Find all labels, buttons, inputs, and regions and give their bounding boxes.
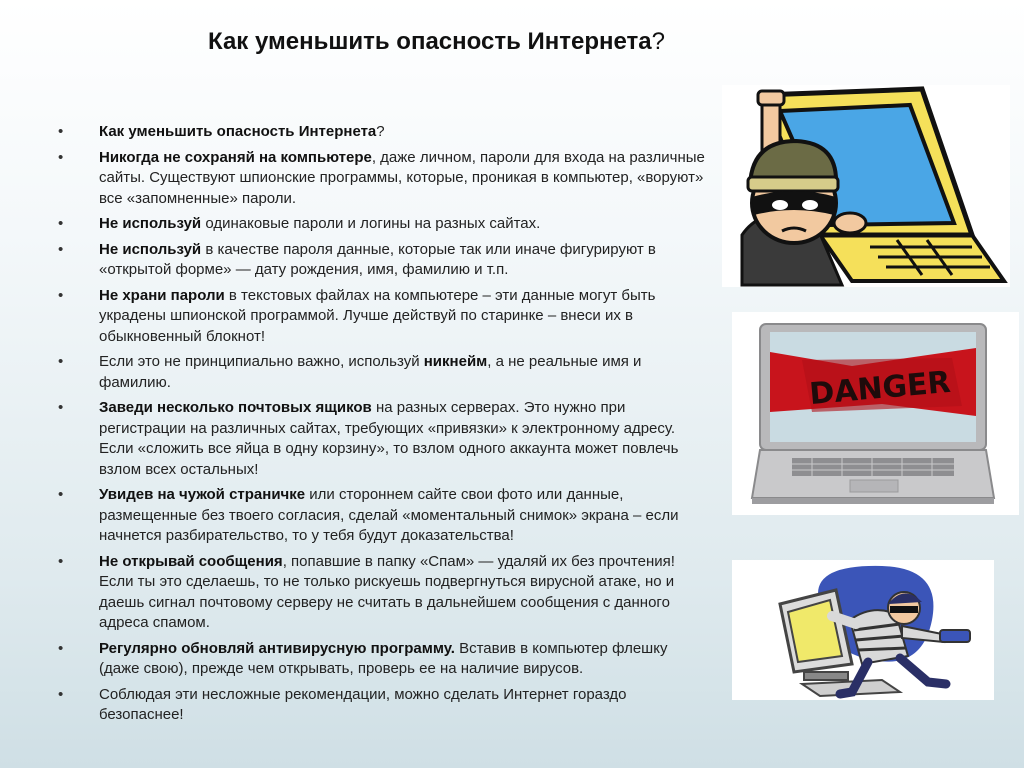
tip-text: одинаковые пароли и логины на разных сайтах. bbox=[201, 215, 541, 232]
list-item bbox=[58, 685, 706, 726]
tip-text: , попавшие в папку «Спам» — удаляй их без прочтения! Если ты это сделаешь, то не только рискуешь подвергнуться вирусной атаке, но и даешь сигнал почтовому серверу не считать в дальнейшем сообщения с данного адреса спамом. bbox=[99, 552, 675, 631]
tip-text: , даже личном, пароли для входа на различные сайты. Существуют шпионские программы, которые, проникая в компьютер, «воруют» все «запомненные» пароли. bbox=[99, 148, 705, 207]
page-title-question-mark: ? bbox=[651, 28, 665, 55]
tips-list bbox=[58, 122, 706, 731]
tip-bold: Не используй bbox=[99, 215, 202, 232]
list-item bbox=[58, 552, 706, 634]
tip-bold: Как уменьшить опасность Интернета bbox=[99, 123, 377, 140]
tip-text: , а не реальные имя и фамилию. bbox=[99, 353, 642, 391]
list-item bbox=[58, 398, 706, 480]
hacker-monitor-image bbox=[732, 560, 994, 700]
tip-text: или стороннем сайте свои фото или данные, размещенные без твоего согласия, сделай «моментальный снимок» экрана – если начнется разбирательство, то у тебя будут доказательства! bbox=[99, 486, 679, 544]
tip-bold: Не храни пароли bbox=[99, 286, 225, 304]
list-item bbox=[58, 214, 706, 235]
tip-bold: Регулярно обновляй антивирусную программу. bbox=[99, 639, 455, 657]
tip-bold: Увидев на чужой страничке bbox=[99, 486, 306, 503]
page-title-text: Как уменьшить опасность Интернета bbox=[208, 28, 652, 55]
tip-text: ? bbox=[376, 123, 385, 140]
tip-text: Вставив в компьютер флешку (даже свою), прежде чем открывать, проверь ее на наличие вирусов. bbox=[99, 639, 668, 677]
danger-laptop-image bbox=[732, 312, 1019, 515]
danger-tape-text: DANGER bbox=[808, 364, 953, 413]
tip-pre: Если это не принципиально важно, используй bbox=[99, 353, 424, 370]
list-item bbox=[58, 240, 706, 281]
tip-bold: Заведи несколько почтовых ящиков bbox=[99, 399, 372, 416]
list-item bbox=[58, 352, 706, 393]
list-item bbox=[58, 122, 706, 143]
list-item bbox=[58, 485, 706, 547]
tip-text: в текстовых файлах на компьютере – эти данные могут быть украдены шпионской программой. Лучше действуй по старинке – внеси их в обыкновенный блокнот! bbox=[99, 286, 656, 345]
list-item bbox=[58, 639, 706, 680]
tip-text: на разных серверах. Это нужно при регистрации на различных сайтах, требующих «привязки» к электронному адресу. Если «сложить все яйца в одну корзину», то взлом одного аккаунта может повлечь взлом всех остальных! bbox=[99, 399, 679, 478]
tip-text: в качестве пароля данные, которые так или иначе фигурируют в «открытой форме» — дату рождения, имя, фамилию и т.п. bbox=[99, 240, 656, 278]
tip-bold: Не используй bbox=[99, 240, 202, 258]
list-item bbox=[58, 286, 706, 348]
thief-laptop-image bbox=[722, 85, 1010, 287]
tip-bold: никнейм bbox=[423, 353, 488, 370]
tip-bold: Не открывай сообщения bbox=[99, 552, 283, 570]
page-title bbox=[208, 28, 665, 56]
tip-bold: Никогда не сохраняй на компьютере bbox=[99, 148, 372, 166]
list-item bbox=[58, 148, 706, 210]
tip-text: Соблюдая эти несложные рекомендации, можно сделать Интернет гораздо безопаснее! bbox=[99, 685, 627, 723]
